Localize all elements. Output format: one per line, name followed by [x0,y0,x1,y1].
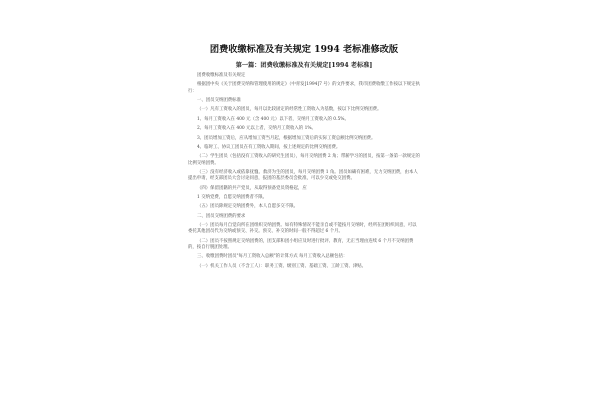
paragraph: （三）没有经济收入或依靠抚恤、救济为生的团员，每月交纳团费 1 角。团员如确有困难，无力交纳团费，由本人提出申请，经支部团员大会讨论同意，报团的基层委员会批准，可以少交或免交团费。 [188,169,418,182]
paragraph: 团费收缴标准及有关规定 [197,73,246,78]
paragraph: 一、团员交纳团费标准 [197,97,241,103]
paragraph: 1 交纳党费，自愿交纳团费者不限。 [197,194,268,200]
paragraph: 4、临时工、协议工团员在有工资收入期间，按上述规定的比例交纳团费。 [197,144,341,150]
paragraph: （一）凡有工资收入的团员，每月以比较固定的经常性工资收入为基数，按以下比例交纳团费。 [197,107,382,113]
paragraph: 1、每月工资收入在 400 元（含 400 元）以下者，交纳月工资收入的 0.5%。 [197,116,349,122]
paragraph: （二）团员不按照规定交纳团费的，团支部和团小组应及时进行批评、教育，无正当理由连续 6 个月不交纳团费的，按自行脱团处理。 [188,238,414,250]
paragraph: 根据团中央《关于团费交纳和管理使用的规定》（中青发[1994]7 号）的文件要求，我市团费收缴工作按以下规定执行： [188,82,420,94]
paragraph: 二、团员交纳团费的要求 [197,213,246,219]
section-heading: 第一篇：团费收缴标准及有关规定[1994 老标准] [235,62,373,69]
document-page [188,44,420,354]
paragraph: （一）机关工作人员（不含工人）：职务工资、级别工资、基础工资、工龄工资、津贴。 [197,263,367,269]
paragraph: 三、收缴团费时团员"每月工资收入总额"的计算方式 每月工资收入总额包括： [197,254,348,260]
paragraph: （二）学生团员（包括没有工资收入的研究生团员），每月交纳团费 2 角；带薪学习的团员，按第一条第一款规定的比例交纳团费。 [188,154,420,166]
paragraph: （五）团员除规定交纳团费外，本人自愿多交不限。 [197,204,298,210]
paragraph: （四）保留团籍的共产党员，从取得预备党员资格起，应 [197,185,307,191]
paragraph: 3、团员增加工资后，应从增加工资当月起，根据增加工资后的实际工资总额比例交纳团费。 [197,135,376,141]
paragraph: （一）团员每月自觉向所在团组织交纳团费。如有特殊情况不能亲自或不能按月交纳时，经所在团组织同意，可以委托其他团员代为交纳或预交、补交。预交、补交的时间一般不得超过 6 个月。 [188,223,417,235]
document-title: 团费收缴标准及有关规定 1994 老标准修改版 [209,44,399,55]
paragraph: 2、每月工资收入在 400 元以上者，交纳月工资收入的 1%。 [197,126,316,132]
